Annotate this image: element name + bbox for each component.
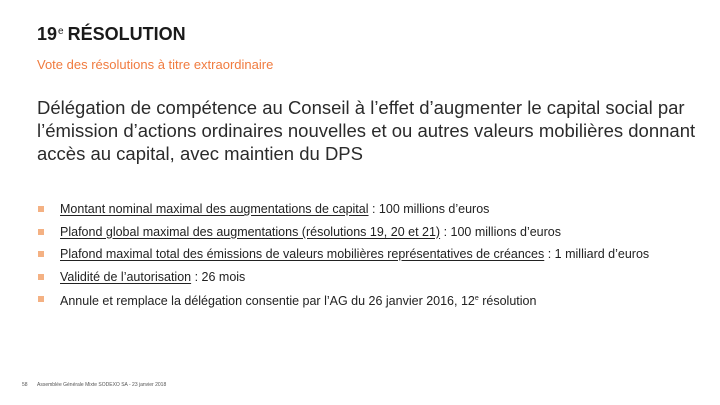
square-bullet-icon [38,206,44,212]
heading-text: RÉSOLUTION [67,24,186,44]
page-heading [37,24,186,45]
heading-number: 19 [37,24,58,44]
list-item [37,288,707,313]
resolution-title: Délégation de compétence au Conseil à l’effet d’augmenter le capital social par l’émission d’actions ordinaires nouvelles et ou autres valeurs mobilières donnant accès au capital, avec maintien du DPS [37,97,696,164]
bullet-text-end: résolution [478,294,537,308]
bullet-list [37,198,707,313]
list-item [37,243,707,266]
bullet-label: Plafond global maximal des augmentations (résolutions 19, 20 et 21) [60,224,441,239]
square-bullet-icon [38,296,44,302]
bullet-value: : 1 milliard d’euros [544,247,650,261]
bullet-label: Montant nominal maximal des augmentations de capital [60,202,369,216]
bullet-value: : 100 millions d’euros [440,224,561,239]
square-bullet-icon [38,274,44,280]
page-number: 58 [22,382,28,388]
list-item [37,266,707,289]
bullet-value: : 26 mois [191,269,246,284]
list-item [37,221,707,244]
square-bullet-icon [38,251,44,257]
bullet-label: Plafond maximal total des émissions de valeurs mobilières représentatives de créances [60,247,545,261]
list-item [37,198,707,221]
square-bullet-icon [38,229,44,235]
bullet-text: Annule et remplace la délégation consentie par l’AG du 26 janvier 2016, 12 [60,294,475,308]
footer-text: Assemblée Générale Mixte SODEXO SA - 23 janvier 2018 [37,382,167,388]
bullet-label: Validité de l’autorisation [60,269,192,284]
heading-suffix: e [58,26,64,37]
subtitle: Vote des résolutions à titre extraordinaire [37,57,274,72]
bullet-value: : 100 millions d’euros [368,202,490,216]
bullet-ordinal-suffix: e [474,295,479,302]
